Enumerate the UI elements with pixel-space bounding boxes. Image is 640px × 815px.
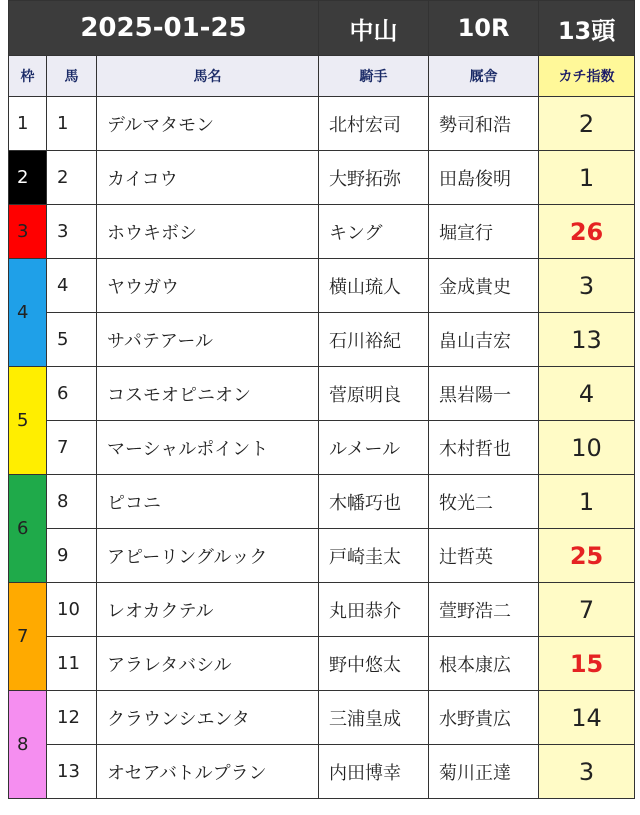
jockey-name: 木幡巧也: [319, 475, 429, 529]
horse-number: 3: [47, 205, 97, 259]
frame-cell: 7: [9, 583, 47, 691]
table-row: [9, 259, 635, 313]
race-table: [8, 0, 635, 799]
horse-name: カイコウ: [97, 151, 319, 205]
horse-name: サパテアール: [97, 313, 319, 367]
table-row: [9, 529, 635, 583]
col-horse-name: 馬名: [97, 56, 319, 97]
horse-number: 7: [47, 421, 97, 475]
jockey-name: 大野拓弥: [319, 151, 429, 205]
horse-name: アピーリングルック: [97, 529, 319, 583]
table-row: [9, 205, 635, 259]
table-row: [9, 583, 635, 637]
jockey-name: 戸崎圭太: [319, 529, 429, 583]
horse-name: マーシャルポイント: [97, 421, 319, 475]
jockey-name: ルメール: [319, 421, 429, 475]
jockey-name: 石川裕紀: [319, 313, 429, 367]
table-row: [9, 367, 635, 421]
kachi-index-value: 7: [539, 583, 635, 637]
horse-number: 9: [47, 529, 97, 583]
horse-name: アラレタバシル: [97, 637, 319, 691]
kachi-index-value: 25: [539, 529, 635, 583]
jockey-name: 三浦皇成: [319, 691, 429, 745]
frame-cell: 2: [9, 151, 47, 205]
horse-name: デルマタモン: [97, 97, 319, 151]
jockey-name: キング: [319, 205, 429, 259]
trainer-name: 堀宣行: [429, 205, 539, 259]
horse-number: 5: [47, 313, 97, 367]
jockey-name: 内田博幸: [319, 745, 429, 799]
trainer-name: 勢司和浩: [429, 97, 539, 151]
race-number: 10R: [429, 1, 539, 56]
jockey-name: 北村宏司: [319, 97, 429, 151]
col-horse-number: 馬: [47, 56, 97, 97]
kachi-index-value: 2: [539, 97, 635, 151]
kachi-index-value: 14: [539, 691, 635, 745]
trainer-name: 金成貴史: [429, 259, 539, 313]
horse-name: ホウキボシ: [97, 205, 319, 259]
trainer-name: 黒岩陽一: [429, 367, 539, 421]
horse-name: ヤウガウ: [97, 259, 319, 313]
frame-cell: 8: [9, 691, 47, 799]
horse-number: 4: [47, 259, 97, 313]
col-jockey: 騎手: [319, 56, 429, 97]
kachi-index-value: 10: [539, 421, 635, 475]
field-size: 13頭: [539, 1, 635, 56]
horse-name: ピコニ: [97, 475, 319, 529]
frame-cell: 3: [9, 205, 47, 259]
trainer-name: 水野貴広: [429, 691, 539, 745]
horse-number: 12: [47, 691, 97, 745]
horse-number: 8: [47, 475, 97, 529]
table-row: [9, 151, 635, 205]
race-date: 2025-01-25: [9, 1, 319, 56]
horse-name: コスモオピニオン: [97, 367, 319, 421]
table-row: [9, 637, 635, 691]
table-row: [9, 421, 635, 475]
trainer-name: 牧光二: [429, 475, 539, 529]
horse-number: 13: [47, 745, 97, 799]
kachi-index-value: 26: [539, 205, 635, 259]
jockey-name: 野中悠太: [319, 637, 429, 691]
kachi-index-value: 1: [539, 151, 635, 205]
jockey-name: 丸田恭介: [319, 583, 429, 637]
trainer-name: 畠山吉宏: [429, 313, 539, 367]
kachi-index-value: 4: [539, 367, 635, 421]
horse-name: オセアバトルプラン: [97, 745, 319, 799]
horse-number: 1: [47, 97, 97, 151]
trainer-name: 田島俊明: [429, 151, 539, 205]
trainer-name: 菊川正達: [429, 745, 539, 799]
table-row: [9, 97, 635, 151]
kachi-index-value: 13: [539, 313, 635, 367]
kachi-index-value: 15: [539, 637, 635, 691]
horse-number: 6: [47, 367, 97, 421]
frame-cell: 1: [9, 97, 47, 151]
table-row: [9, 745, 635, 799]
table-row: [9, 475, 635, 529]
horse-name: クラウンシエンタ: [97, 691, 319, 745]
frame-cell: 6: [9, 475, 47, 583]
kachi-index-value: 3: [539, 745, 635, 799]
frame-cell: 4: [9, 259, 47, 367]
column-header-row: [9, 56, 635, 97]
race-venue: 中山: [319, 1, 429, 56]
kachi-index-value: 3: [539, 259, 635, 313]
frame-cell: 5: [9, 367, 47, 475]
jockey-name: 横山琉人: [319, 259, 429, 313]
trainer-name: 萱野浩二: [429, 583, 539, 637]
col-trainer: 厩舎: [429, 56, 539, 97]
trainer-name: 木村哲也: [429, 421, 539, 475]
horse-number: 2: [47, 151, 97, 205]
col-kachi-index: カチ指数: [539, 56, 635, 97]
jockey-name: 菅原明良: [319, 367, 429, 421]
horse-name: レオカクテル: [97, 583, 319, 637]
trainer-name: 辻哲英: [429, 529, 539, 583]
trainer-name: 根本康広: [429, 637, 539, 691]
race-header: [9, 1, 635, 56]
kachi-index-value: 1: [539, 475, 635, 529]
col-frame: 枠: [9, 56, 47, 97]
table-row: [9, 313, 635, 367]
horse-number: 11: [47, 637, 97, 691]
table-row: [9, 691, 635, 745]
horse-number: 10: [47, 583, 97, 637]
